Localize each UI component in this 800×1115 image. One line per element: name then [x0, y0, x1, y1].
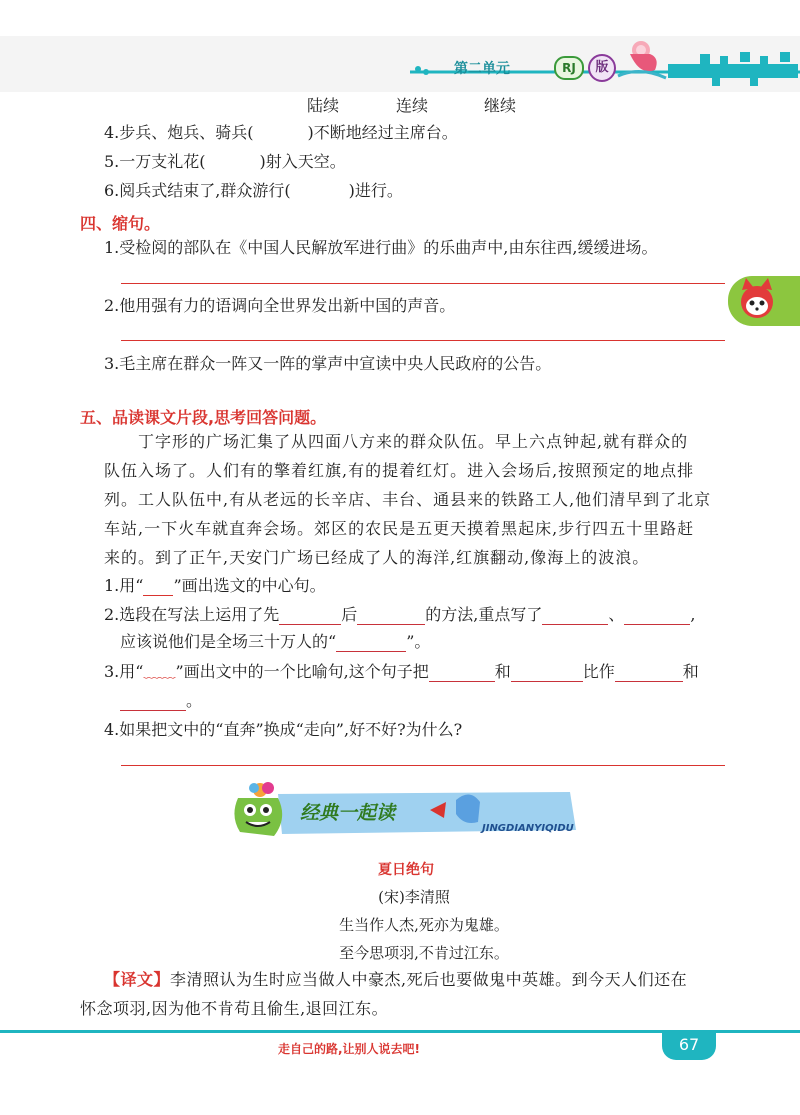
- q3-text-b: ”画出文中的一个比喻句,这个句子把: [175, 662, 429, 681]
- fill-item-6-before: 6.阅兵式结束了,群众游行(: [104, 181, 291, 200]
- q3-blank-4[interactable]: [120, 694, 186, 711]
- section4-item-2: 2.他用强有力的语调向全世界发出新中国的声音。: [104, 296, 456, 315]
- header-decoration: [0, 36, 800, 92]
- fill-item-5: [104, 152, 346, 172]
- q2-line2-a: 应该说他们是全场三十万人的“: [120, 632, 337, 651]
- q3-end: 。: [186, 691, 203, 710]
- q3-text-e: 和: [682, 662, 699, 681]
- side-tab: [728, 276, 800, 326]
- word-choice-2: 连续: [396, 96, 429, 115]
- fill-item-4-before: 4.步兵、炮兵、骑兵(: [104, 123, 254, 142]
- q2-text-d: 、: [608, 605, 625, 624]
- q3-wavy-sample: ﹏﹏: [143, 662, 176, 681]
- q2-blank-4[interactable]: [624, 608, 690, 625]
- passage-line-2: 队伍入场了。人们有的擎着红旗,有的提着红灯。进入会场后,按照预定的地点排: [104, 461, 695, 480]
- q3-blank-2[interactable]: [511, 665, 583, 682]
- passage-line-3: 列。工人队伍中,有从老远的长辛店、丰台、通县来的铁路工人,他们清早到了北京: [104, 490, 712, 509]
- q3-text-a: 3.用“: [104, 662, 144, 681]
- q2-blank-1[interactable]: [279, 608, 341, 625]
- ban-badge: [588, 54, 616, 82]
- question-4: 4.如果把文中的“直奔”换成“走向”,好不好?为什么?: [104, 720, 463, 739]
- q2-blank-5[interactable]: [336, 635, 406, 652]
- header-bar: [0, 36, 800, 92]
- fill-item-6-after: )进行。: [348, 181, 403, 200]
- passage-line-1: 丁字形的广场汇集了从四面八方来的群众队伍。早上六点钟起,就有群众的: [138, 432, 689, 451]
- q1-text-a: 1.用“: [104, 576, 144, 595]
- poem-author: (宋)李清照: [378, 888, 450, 906]
- question-3-line2: [120, 691, 202, 711]
- fill-item-5-before: 5.一万支礼花(: [104, 152, 206, 171]
- answer-line-2[interactable]: [121, 340, 725, 341]
- rj-badge: [554, 56, 584, 80]
- passage: [104, 427, 724, 572]
- poem-line-2: 至今思项羽,不肯过江东。: [339, 944, 509, 962]
- question-3: [104, 662, 699, 682]
- q3-text-c: 和: [494, 662, 511, 681]
- banner-pinyin: JINGDIANYIQIDU: [482, 823, 574, 834]
- passage-line-4: 车站,一下火车就直奔会场。郊区的农民是五更天摸着黑起床,步行四五十里路赶: [104, 519, 695, 538]
- fill-item-4: [104, 123, 458, 143]
- answer-line-1[interactable]: [121, 283, 725, 284]
- passage-line-5: 来的。到了正午,天安门广场已经成了人的海洋,红旗翻动,像海上的波浪。: [104, 548, 650, 567]
- section4-item-3: 3.毛主席在群众一阵又一阵的掌声中宣读中央人民政府的公告。: [104, 354, 552, 373]
- q2-blank-3[interactable]: [542, 608, 608, 625]
- q2-line2-b: ”。: [406, 632, 431, 651]
- question-2-line2: [120, 632, 430, 652]
- answer-line-3[interactable]: [121, 765, 725, 766]
- fill-item-6: [104, 181, 403, 201]
- translation-label: 【译文】: [104, 970, 171, 989]
- section5-title: 五、品读课文片段,思考回答问题。: [80, 408, 327, 427]
- page-number-badge: [662, 1030, 716, 1060]
- footer-motto: 走自己的路,让别人说去吧!: [278, 1042, 421, 1056]
- q2-text-e: ,: [690, 605, 696, 624]
- word-choice-3: 继续: [484, 96, 517, 115]
- q2-text-a: 2.选段在写法上运用了先: [104, 605, 280, 624]
- rj-badge-text: RJ: [562, 61, 576, 75]
- poem-line-1: 生当作人杰,死亦为鬼雄。: [339, 916, 509, 934]
- q3-blank-3[interactable]: [615, 665, 683, 682]
- q2-text-b: 后: [341, 605, 358, 624]
- q2-text-c: 的方法,重点写了: [425, 605, 543, 624]
- translation-line-1: [104, 970, 687, 990]
- q1-underline-sample: [143, 579, 173, 596]
- section4-item-1: 1.受检阅的部队在《中国人民解放军进行曲》的乐曲声中,由东往西,缓缓进场。: [104, 238, 658, 257]
- q1-text-b: ”画出选文的中心句。: [173, 576, 326, 595]
- translation-text-1: 李清照认为生时应当做人中豪杰,死后也要做鬼中英雄。到今天人们还在: [170, 970, 688, 989]
- fill-item-5-after: )射入天空。: [259, 152, 346, 171]
- fox-mascot-icon: [732, 276, 782, 326]
- ban-badge-text: 版: [595, 60, 609, 75]
- question-2: [104, 605, 696, 625]
- section4-title: 四、缩句。: [80, 214, 161, 233]
- fill-item-4-after: )不断地经过主席台。: [307, 123, 458, 142]
- q3-text-d: 比作: [582, 662, 615, 681]
- banner-title: 经典一起读: [300, 802, 396, 824]
- q3-blank-1[interactable]: [429, 665, 495, 682]
- unit-label: 第二单元: [454, 61, 510, 77]
- question-1: [104, 576, 326, 596]
- translation-line-2: 怀念项羽,因为他不肯苟且偷生,退回江东。: [80, 999, 389, 1018]
- word-choice-1: 陆续: [307, 96, 340, 115]
- poem-title: 夏日绝句: [378, 862, 434, 878]
- q2-blank-2[interactable]: [357, 608, 425, 625]
- page-number: 67: [678, 1035, 700, 1054]
